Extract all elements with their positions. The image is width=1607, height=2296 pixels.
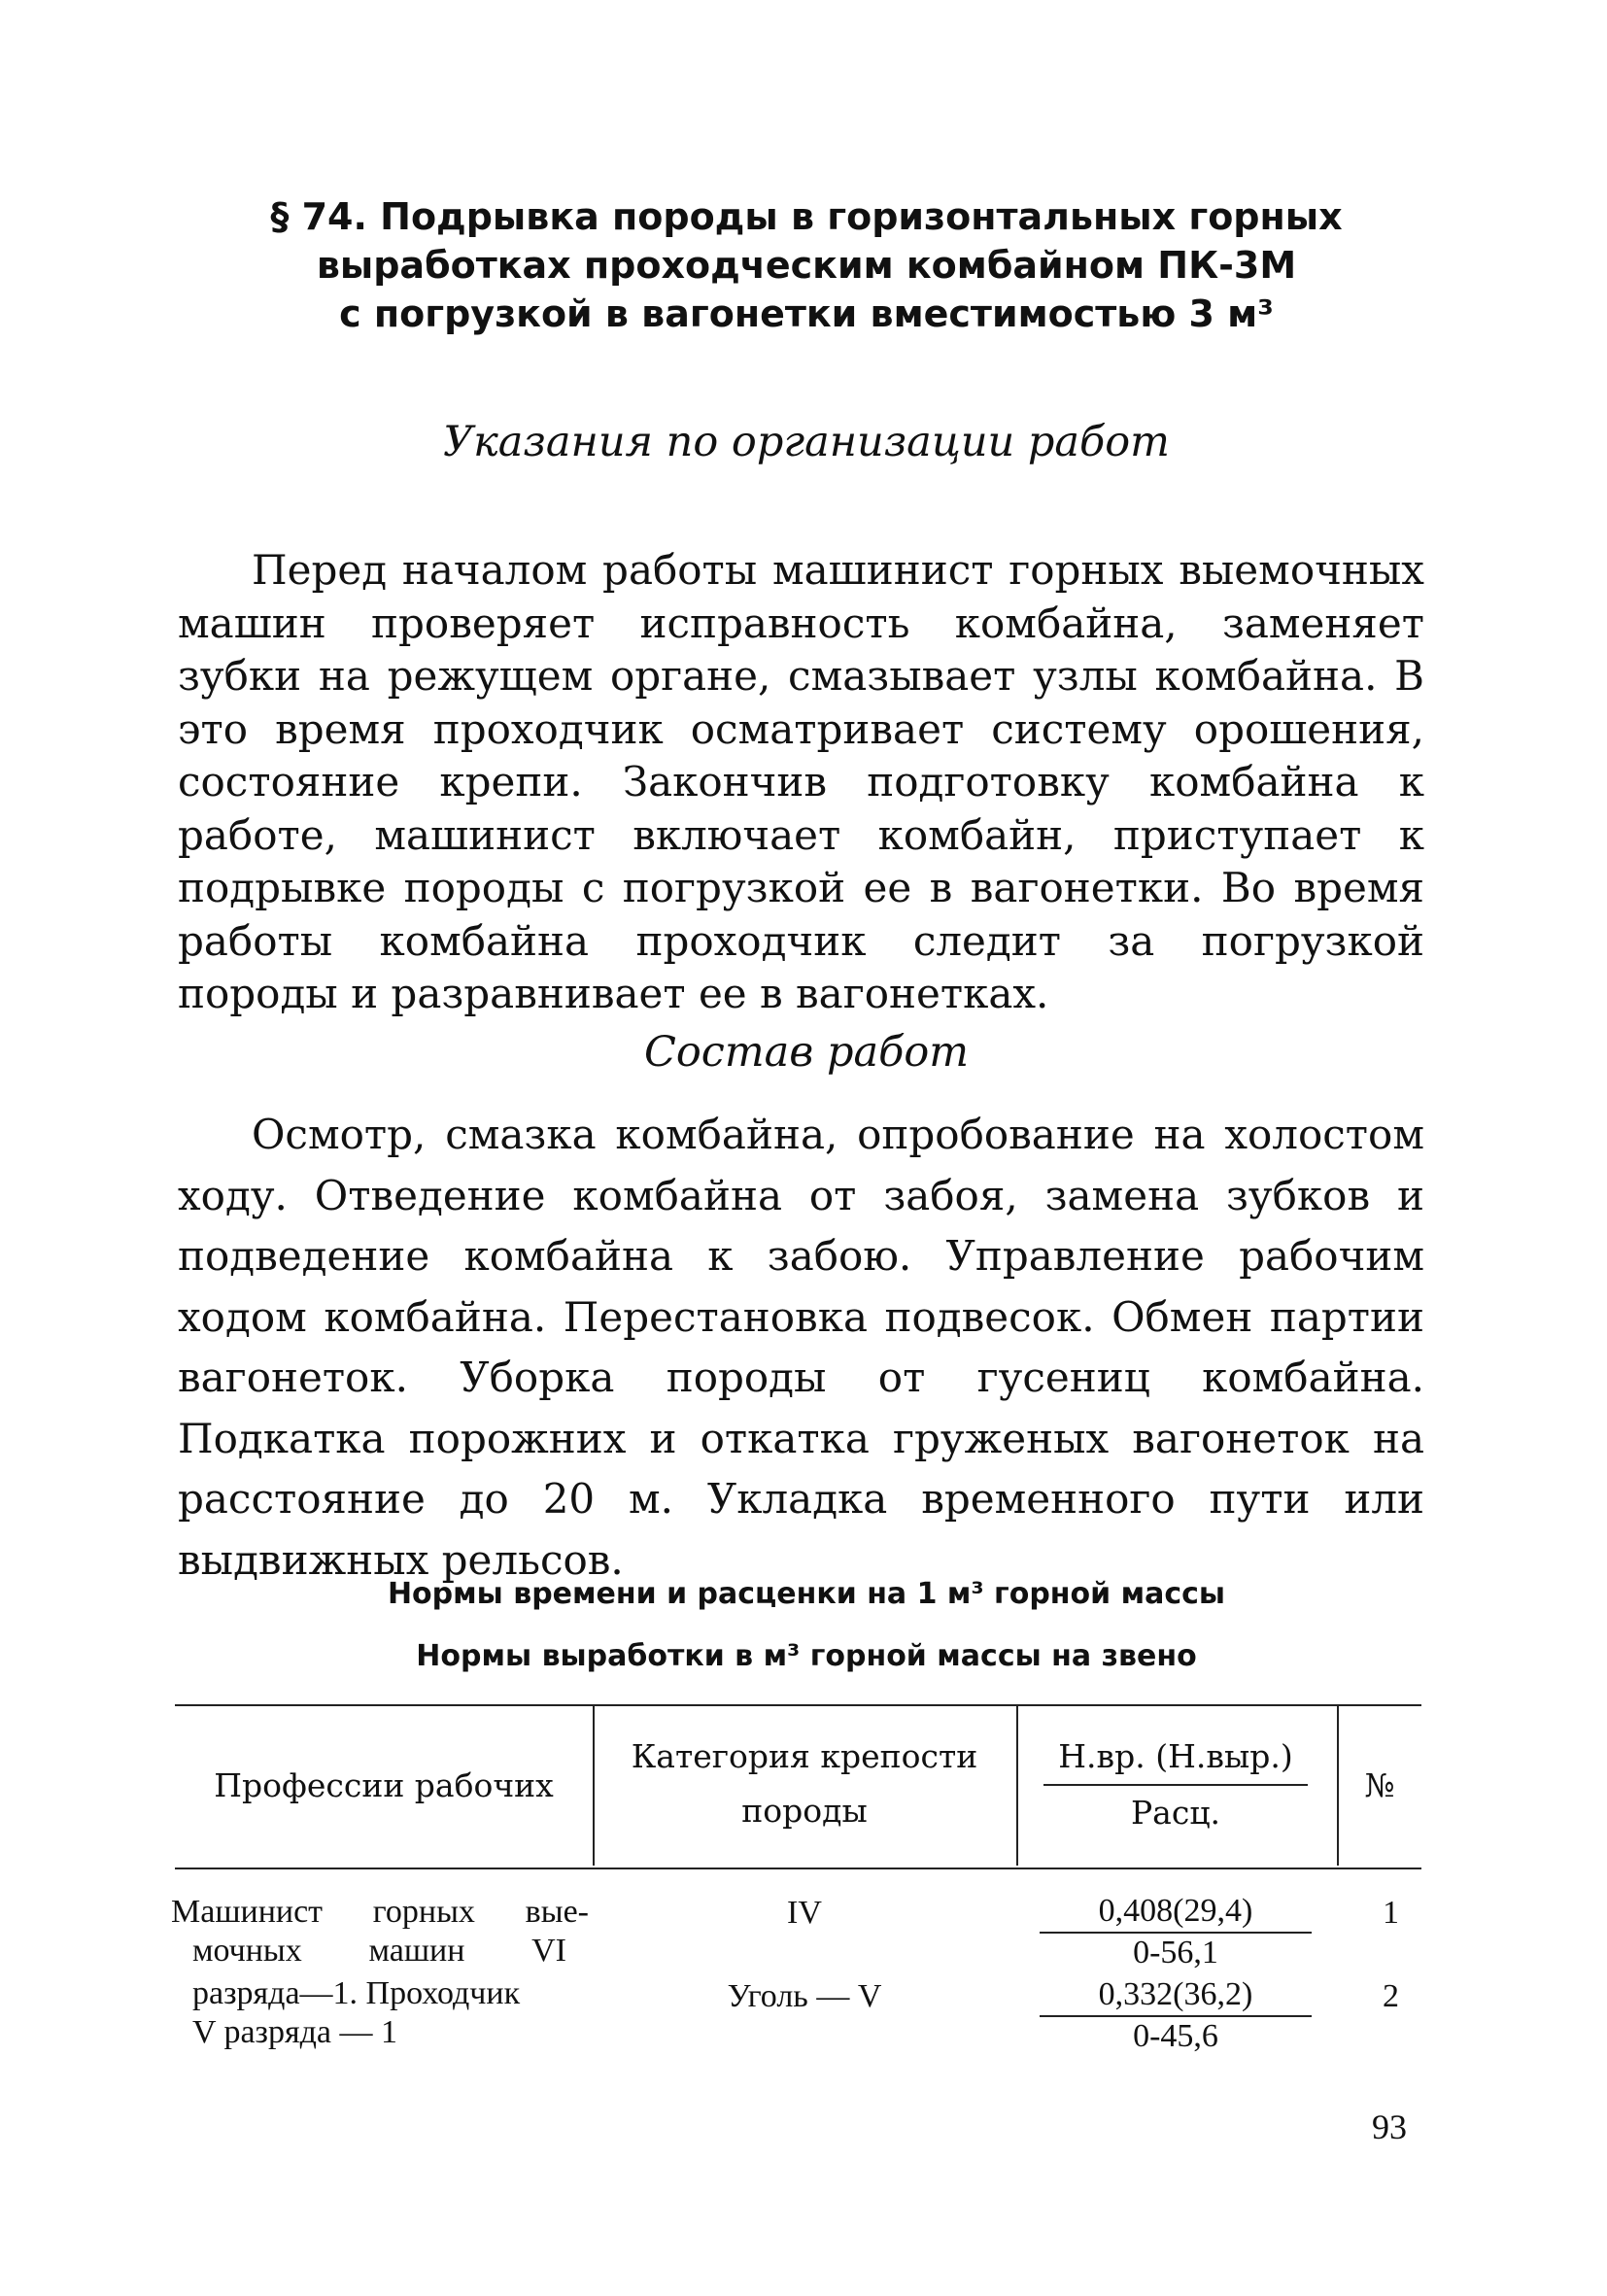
row-2-number: 2 — [1383, 1978, 1399, 2014]
section-title-line-2: выработках проходческим комбайном ПК-3М — [316, 244, 1297, 287]
header-norm — [1030, 1730, 1321, 1840]
row-1-norm-value: 0,408(29,4) — [1040, 1891, 1312, 1934]
organization-paragraph — [178, 544, 1424, 1021]
table-top-rule — [175, 1704, 1421, 1706]
row-2-norm — [1040, 1974, 1312, 2056]
row-1-norm — [1040, 1891, 1312, 1972]
table-col-divider-2 — [1016, 1706, 1018, 1866]
organization-text: Перед началом работы машинист горных выемочных машин проверяет исправность комбайна, заменяет зубки на режущем органе, смазывает узлы комбайна. В это время проходчик осматривает систему орошения, состояние крепи. Закончив подготовку комбайна к работе, машинист включает комбайн, приступает к подрывке породы с погрузкой ее в вагонетки. Во время работы комбайна проходчик следит за погрузкой породы и разравнивает ее в вагонетках. — [178, 546, 1424, 1017]
page-number: 93 — [1372, 2108, 1407, 2146]
header-norm-bottom: Расц. — [1130, 1794, 1221, 1832]
row-1-number: 1 — [1383, 1895, 1399, 1931]
row-1-price: 0-56,1 — [1133, 1935, 1218, 1970]
workers-line-4: V разряда — 1 — [192, 2014, 397, 2050]
row-2-norm-value: 0,332(36,2) — [1040, 1974, 1312, 2017]
section-title-line-1: § 74. Подрывка породы в горизонтальных горных — [270, 195, 1343, 238]
row-1-category: IV — [787, 1895, 822, 1931]
section-title-line-3: с погрузкой в вагонетки вместимостью 3 м³ — [339, 292, 1274, 335]
table-caption-1: Нормы времени и расценки на 1 м³ горной массы — [387, 1577, 1226, 1611]
composition-paragraph — [178, 1105, 1424, 1591]
row-2-price: 0-45,6 — [1133, 2018, 1218, 2054]
table-col-divider-1 — [593, 1706, 595, 1866]
header-category-line-1: Категория крепости — [631, 1737, 978, 1775]
header-category-line-2: породы — [741, 1792, 868, 1830]
organization-heading: Указания по организации работ — [443, 418, 1170, 466]
table-col-divider-3 — [1337, 1706, 1339, 1866]
section-title — [175, 192, 1438, 338]
header-norm-top: Н.вр. (Н.выр.) — [1043, 1730, 1308, 1786]
workers-line-1: Машинист горных вые- — [171, 1894, 589, 1930]
workers-line-2: мочных машин VI — [192, 1933, 566, 1969]
table-header-rule — [175, 1868, 1421, 1869]
row-2-category: Уголь — V — [727, 1978, 882, 2014]
table-caption-2: Нормы выработки в м³ горной массы на звено — [416, 1639, 1197, 1673]
header-number: № — [1364, 1766, 1395, 1804]
header-category — [598, 1730, 1011, 1838]
header-profession: Профессии рабочих — [214, 1766, 554, 1804]
composition-heading: Состав работ — [643, 1028, 970, 1077]
workers-cell — [171, 1893, 589, 2052]
workers-line-3: разряда—1. Проходчик — [192, 1975, 521, 2011]
composition-text: Осмотр, смазка комбайна, опробование на холостом ходу. Отведение комбайна от забоя, замена зубков и подведение комбайна к забою. Управление рабочим ходом комбайна. Перестановка подвесок. Обмен партии вагонеток. Уборка породы от гусениц комбайна. Подкатка порожних и откатка груженых вагонеток на расстояние до 20 м. Укладка временного пути или выдвижных рельсов. — [178, 1111, 1424, 1584]
